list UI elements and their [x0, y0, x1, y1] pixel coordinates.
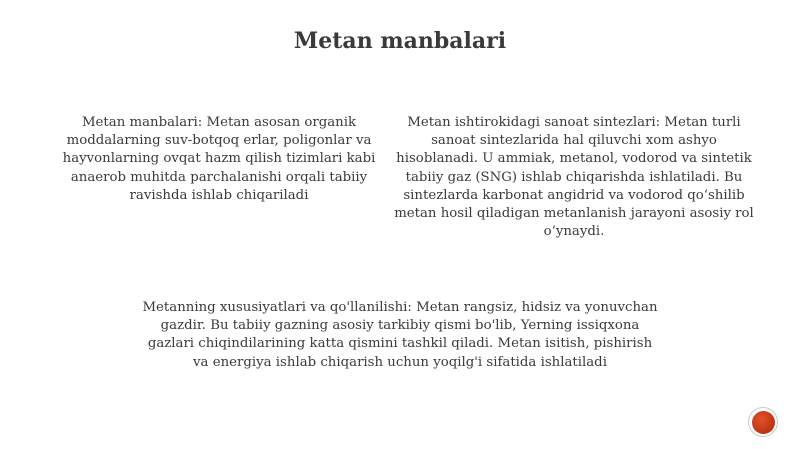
methane-sources-text: Metan manbalari: Metan asosan organik moddalarning suv-botqoq erlar, poligonlar va hayvonlarning ovqat hazm qilish tizimlari kabi anaerob muhitda parchalanishi orqali tabiiy ravishda ishlab chiqariladi: [62, 115, 376, 203]
industrial-synthesis-text: Metan ishtirokidagi sanoat sintezlari: Metan turli sanoat sintezlarida hal qiluvchi xom ashyo hisoblanadi. U ammiak, metanol, vodorod va sintetik tabiiy gaz (SNG) ishlab chiqarishda ishlatiladi. Bu sintezlarda karbonat angidrid va vodorod qo‘shilib metan hosil qiladigan metanlanish jarayoni asosiy rol o‘ynaydi.: [394, 115, 754, 240]
slide-title: Metan manbalari: [293, 28, 507, 54]
properties-and-uses-text: Metanning xususiyatlari va qo'llanilishi: Metan rangsiz, hidsiz va yonuvchan gazdir. Bu tabiiy gazning asosiy tarkibiy qismi bo'lib, Yerning issiqxona gazlari chiqindilarining katta qismini tashkil qiladi. Metan isitish, pishirish va energiya ishlab chiqarish uchun yoqilg'i sifatida ishlatiladi: [142, 300, 658, 370]
slide-nav-button[interactable]: [748, 407, 778, 437]
circle-nav-icon: [752, 411, 775, 434]
